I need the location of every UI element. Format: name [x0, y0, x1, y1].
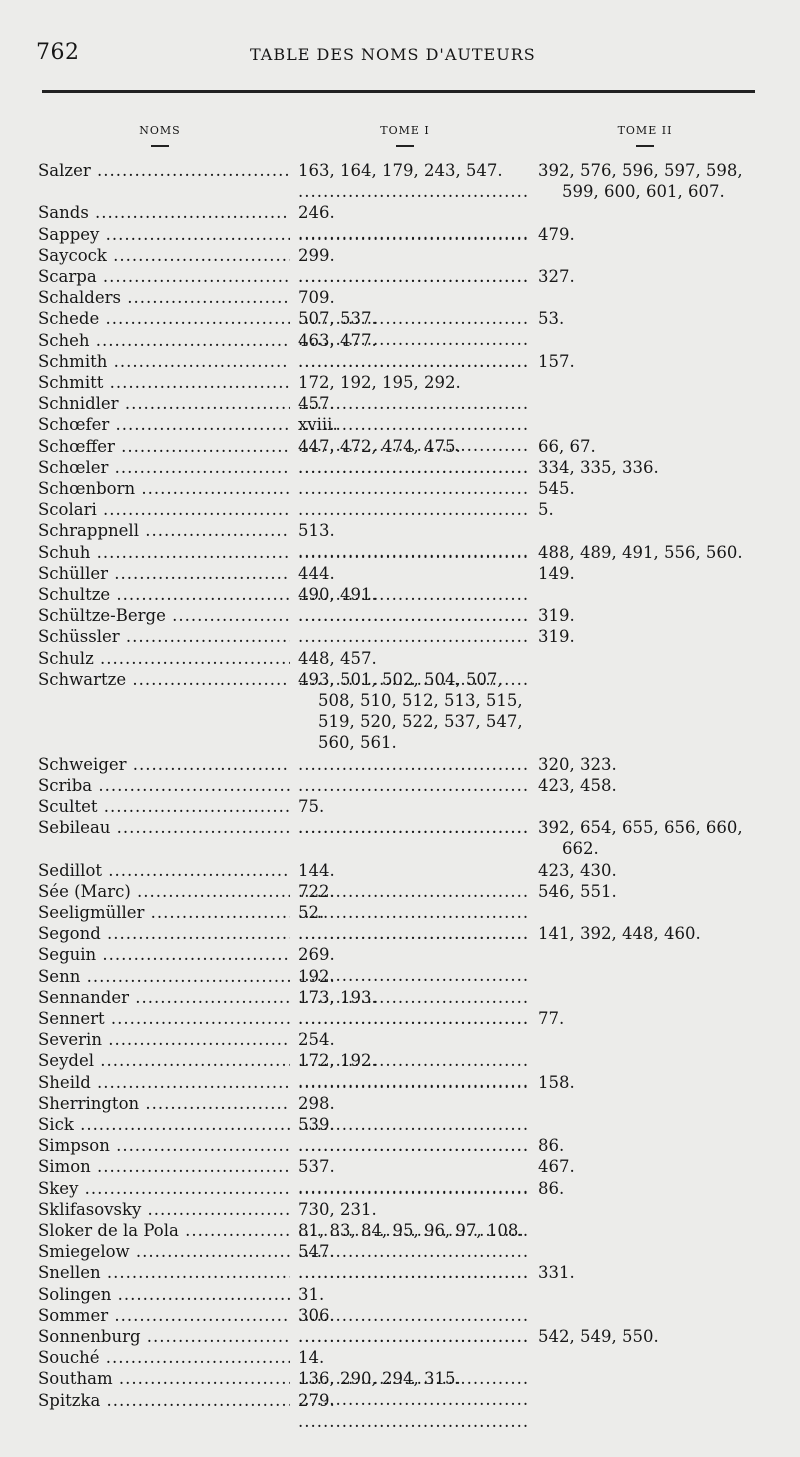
author-name: Smiegelow .....: [38, 1241, 290, 1262]
index-row: [0, 1156, 800, 1177]
tome2-page-line: 392, 576, 596, 597, 598,: [538, 161, 743, 180]
tome2-page-line: 5.: [538, 500, 554, 520]
tome2-page-line: 423, 458.: [538, 775, 617, 795]
author-name: Snellen .....: [38, 1262, 290, 1283]
index-row: [0, 754, 800, 775]
index-row: [0, 224, 800, 245]
index-row: [0, 1178, 800, 1199]
author-name: Sonnenburg .....: [38, 1326, 290, 1347]
author-name: Sappey .....: [38, 224, 290, 245]
tome1-page-line: 52.: [298, 903, 325, 922]
author-name: Sée (Marc) .....: [38, 881, 290, 902]
tome2-page-line: 77.: [538, 1009, 565, 1028]
tome1-pages: [298, 1390, 530, 1432]
author-name: Sklifasovsky .....: [38, 1199, 290, 1220]
column-header-label: NOMS: [139, 124, 181, 137]
index-row: [0, 542, 800, 563]
tome1-pages: [298, 542, 530, 563]
author-name: Segond .....: [38, 923, 290, 944]
tome2-page-line: 319.: [538, 627, 575, 647]
tome2-pages: [538, 351, 778, 372]
tome2-page-line: 86.: [538, 1178, 565, 1198]
index-row: [0, 1199, 800, 1220]
index-row: [0, 1390, 800, 1411]
author-name: Sennander .....: [38, 987, 290, 1008]
tome1-pages: [298, 160, 530, 202]
author-name: Sands .....: [38, 202, 290, 223]
tome1-page-line: 173, 193.: [298, 987, 377, 1007]
tome2-pages: [538, 1262, 778, 1283]
tome1-page-line: 299.: [298, 245, 335, 265]
tome2-page-line: 662.: [562, 839, 599, 859]
tome2-page-line: 141, 392, 448, 460.: [538, 924, 701, 944]
author-name: Schmitt .....: [38, 372, 290, 393]
tome2-pages: [538, 1326, 778, 1347]
page-number: 762: [36, 40, 80, 65]
author-name: Schede .....: [38, 308, 290, 329]
tome1-pages: [298, 605, 530, 626]
author-name: Schœnborn .....: [38, 478, 290, 499]
index-row: [0, 1135, 800, 1156]
tome1-page-line: 490, 491.: [298, 585, 377, 604]
column-header-dash: [396, 145, 414, 147]
author-name: Schrappnell .....: [38, 520, 290, 541]
tome1-page-line: 722.: [298, 881, 335, 901]
tome2-page-line: 542, 549, 550.: [538, 1327, 659, 1346]
running-title: TABLE DES NOMS D'AUTEURS: [250, 45, 536, 64]
index-row: [0, 648, 800, 669]
index-row: [0, 414, 800, 435]
tome1-pages: [298, 817, 530, 838]
index-row: [0, 817, 800, 859]
tome1-page-line: 493, 501, 502, 504, 507,: [298, 669, 503, 689]
tome2-page-line: 331.: [538, 1263, 575, 1283]
author-name: Simpson .....: [38, 1135, 290, 1156]
author-name: Salzer .....: [38, 160, 290, 181]
author-name: Scheh .....: [38, 330, 290, 351]
tome1-page-line: 730, 231.: [298, 1199, 377, 1219]
tome2-page-line: 149.: [538, 563, 575, 583]
tome1-page-line: 192.: [298, 966, 335, 986]
index-row: [0, 1305, 800, 1326]
tome2-pages: [538, 1008, 778, 1029]
index-row: [0, 372, 800, 393]
author-name: Schüssler .....: [38, 626, 290, 647]
tome2-pages: [538, 1156, 778, 1177]
tome1-page-line: 508, 510, 512, 513, 515,: [318, 690, 523, 710]
tome1-page-line: 14.: [298, 1348, 325, 1368]
author-name: Schulz .....: [38, 648, 290, 669]
tome2-page-line: 488, 489, 491, 556, 560.: [538, 542, 743, 562]
tome1-page-line: 144.: [298, 860, 335, 880]
author-name: Scolari .....: [38, 499, 290, 520]
author-name: Southam .....: [38, 1368, 290, 1389]
tome1-pages: [298, 626, 530, 647]
index-row: [0, 202, 800, 223]
tome1-page-line: 31.: [298, 1284, 325, 1304]
tome1-page-line: 448, 457.: [298, 648, 377, 668]
tome2-pages: [538, 478, 778, 499]
index-row: [0, 436, 800, 457]
tome2-pages: [538, 224, 778, 245]
index-row: [0, 1008, 800, 1029]
tome2-page-line: 546, 551.: [538, 881, 617, 901]
tome1-pages: [298, 266, 530, 287]
index-row: [0, 266, 800, 287]
author-name: Souché .....: [38, 1347, 290, 1368]
author-name: Sheild .....: [38, 1072, 290, 1093]
tome1-pages: [298, 478, 530, 499]
author-name: Schmith .....: [38, 351, 290, 372]
index-row: [0, 351, 800, 372]
index-row: [0, 308, 800, 329]
index-row: [0, 1368, 800, 1389]
column-header-tome2: [610, 124, 680, 147]
index-row: [0, 902, 800, 923]
tome1-pages: [298, 923, 530, 944]
column-header-label: TOME I: [380, 124, 430, 137]
tome1-pages: [298, 351, 530, 372]
tome2-pages: [538, 542, 778, 563]
index-row: [0, 669, 800, 754]
tome2-pages: [538, 160, 778, 202]
author-name: Sick .....: [38, 1114, 290, 1135]
index-row: [0, 881, 800, 902]
tome1-page-line: 463, 477.: [298, 330, 377, 350]
author-name: Schüller .....: [38, 563, 290, 584]
tome1-pages: [298, 1008, 530, 1029]
author-name: Sloker de la Pola .....: [38, 1220, 290, 1241]
tome2-pages: [538, 626, 778, 647]
index-row: [0, 478, 800, 499]
tome2-page-line: 157.: [538, 351, 575, 371]
index-row: [0, 393, 800, 414]
author-name: Simon .....: [38, 1156, 290, 1177]
author-name: Schœffer .....: [38, 436, 290, 457]
tome2-pages: [538, 860, 778, 881]
tome1-page-line: 136, 290, 294, 315.: [298, 1369, 461, 1389]
tome1-page-line: 513.: [298, 521, 335, 541]
index-row: [0, 966, 800, 987]
header-rule: [42, 90, 755, 93]
index-row: [0, 160, 800, 202]
tome1-pages: [298, 754, 530, 775]
index-row: [0, 987, 800, 1008]
author-name: Schweiger .....: [38, 754, 290, 775]
tome1-page-line: 507, 537.: [298, 309, 377, 329]
tome1-page-line: 709.: [298, 288, 335, 308]
author-name: Schœfer .....: [38, 414, 290, 435]
tome2-pages: [538, 266, 778, 287]
author-name: Solingen .....: [38, 1284, 290, 1305]
index-row: [0, 1029, 800, 1050]
tome2-pages: [538, 1072, 778, 1093]
tome2-page-line: 545.: [538, 479, 575, 498]
tome2-pages: [538, 499, 778, 520]
index-row: [0, 944, 800, 965]
tome1-page-line: 254.: [298, 1030, 335, 1050]
tome2-pages: [538, 754, 778, 775]
author-name: Seydel .....: [38, 1050, 290, 1071]
tome1-pages: [298, 1178, 530, 1199]
index-row: [0, 1262, 800, 1283]
index-row: [0, 1347, 800, 1368]
column-header-label: TOME II: [617, 124, 673, 137]
tome1-page-line: 547.: [298, 1242, 335, 1262]
tome2-pages: [538, 308, 778, 329]
author-name: Sedillot .....: [38, 860, 290, 881]
author-name: Senn .....: [38, 966, 290, 987]
author-name: Sherrington .....: [38, 1093, 290, 1114]
author-name: Scriba .....: [38, 775, 290, 796]
index-row: [0, 1114, 800, 1135]
index-row: [0, 584, 800, 605]
tome2-pages: [538, 1178, 778, 1199]
tome2-pages: [538, 1135, 778, 1156]
author-name: Schültze-Berge .....: [38, 605, 290, 626]
index-row: [0, 605, 800, 626]
tome2-page-line: 320, 323.: [538, 754, 617, 774]
author-name: Severin .....: [38, 1029, 290, 1050]
tome2-page-line: 327.: [538, 267, 575, 286]
tome1-pages: [298, 1135, 530, 1156]
author-name: Seeligmüller .....: [38, 902, 290, 923]
index-row: [0, 245, 800, 266]
tome2-page-line: 599, 600, 601, 607.: [562, 182, 725, 201]
author-name: Schwartze .....: [38, 669, 290, 690]
tome2-page-line: 66, 67.: [538, 436, 596, 456]
index-row: [0, 499, 800, 520]
author-name: Spitzka .....: [38, 1390, 290, 1411]
tome1-page-line: 457.: [298, 394, 335, 414]
author-name: Skey .....: [38, 1178, 290, 1199]
tome1-page-line: 269.: [298, 945, 335, 965]
tome2-page-line: 392, 654, 655, 656, 660,: [538, 818, 743, 838]
tome1-page-line: 306.: [298, 1305, 335, 1325]
index-row: [0, 1326, 800, 1347]
author-name: Sennert .....: [38, 1008, 290, 1029]
tome1-pages: [298, 669, 530, 753]
tome1-page-line: 246.: [298, 203, 335, 223]
tome2-pages: [538, 457, 778, 478]
tome1-page-line: 447, 472, 474, 475.: [298, 436, 461, 456]
tome2-page-line: 423, 430.: [538, 860, 617, 880]
index-row: [0, 520, 800, 541]
tome2-page-line: 158.: [538, 1072, 575, 1092]
tome1-page-line: 163, 164, 179, 243, 547.: [298, 161, 503, 180]
author-name: Schœler .....: [38, 457, 290, 478]
author-name: Scarpa .....: [38, 266, 290, 287]
author-name: Schalders .....: [38, 287, 290, 308]
tome1-page-line: 81, 83, 84, 95, 96, 97, 108.: [298, 1221, 524, 1240]
tome1-page-line: 172, 192.: [298, 1051, 377, 1071]
tome1-page-line: 537.: [298, 1157, 335, 1177]
author-name: Sebileau .....: [38, 817, 290, 838]
index-row: [0, 626, 800, 647]
index-row: [0, 1241, 800, 1262]
tome1-pages: [298, 1326, 530, 1347]
column-header-noms: [130, 124, 190, 147]
tome2-pages: [538, 923, 778, 944]
index-row: [0, 1284, 800, 1305]
index-row: [0, 1220, 800, 1241]
tome2-page-line: 334, 335, 336.: [538, 457, 659, 477]
tome1-page-line: 298.: [298, 1093, 335, 1113]
index-row: [0, 330, 800, 351]
tome1-pages: [298, 499, 530, 520]
index-row: [0, 923, 800, 944]
tome2-page-line: 86.: [538, 1136, 565, 1156]
tome2-pages: [538, 563, 778, 584]
tome1-pages: [298, 775, 530, 796]
tome1-page-line: 279.: [298, 1390, 335, 1410]
tome2-pages: [538, 881, 778, 902]
tome2-page-line: 319.: [538, 606, 575, 626]
tome2-pages: [538, 775, 778, 796]
column-header-dash: [636, 145, 654, 147]
index-row: [0, 1050, 800, 1071]
tome1-page-line: 75.: [298, 797, 325, 816]
author-name: Scultet .....: [38, 796, 290, 817]
tome1-page-line: 539.: [298, 1115, 335, 1134]
index-row: [0, 1093, 800, 1114]
tome1-pages: [298, 1072, 530, 1093]
index-row: [0, 563, 800, 584]
tome2-pages: [538, 817, 778, 859]
tome1-pages: [298, 224, 530, 245]
author-name: Sommer .....: [38, 1305, 290, 1326]
index-row: [0, 1072, 800, 1093]
author-name: Saycock .....: [38, 245, 290, 266]
author-name: Schnidler .....: [38, 393, 290, 414]
tome1-pages: [298, 1262, 530, 1283]
tome1-pages: [298, 457, 530, 478]
author-name: Schultze .....: [38, 584, 290, 605]
tome1-page-line: xviii.: [298, 415, 338, 435]
author-name: Seguin .....: [38, 944, 290, 965]
column-header-dash: [151, 145, 169, 147]
tome2-page-line: 53.: [538, 309, 565, 329]
tome2-page-line: 467.: [538, 1157, 575, 1177]
tome1-page-line: 519, 520, 522, 537, 547,: [318, 711, 523, 731]
index-row: [0, 457, 800, 478]
tome2-pages: [538, 605, 778, 626]
tome1-page-line: 444.: [298, 563, 335, 583]
index-row: [0, 775, 800, 796]
tome2-page-line: 479.: [538, 224, 575, 244]
index-row: [0, 796, 800, 817]
index-row: [0, 860, 800, 881]
tome2-pages: [538, 436, 778, 457]
author-name: Schuh .....: [38, 542, 290, 563]
index-row: [0, 287, 800, 308]
tome1-page-line: 172, 192, 195, 292.: [298, 373, 461, 392]
column-header-tome1: [370, 124, 440, 147]
tome1-page-line: 560, 561.: [318, 732, 397, 752]
